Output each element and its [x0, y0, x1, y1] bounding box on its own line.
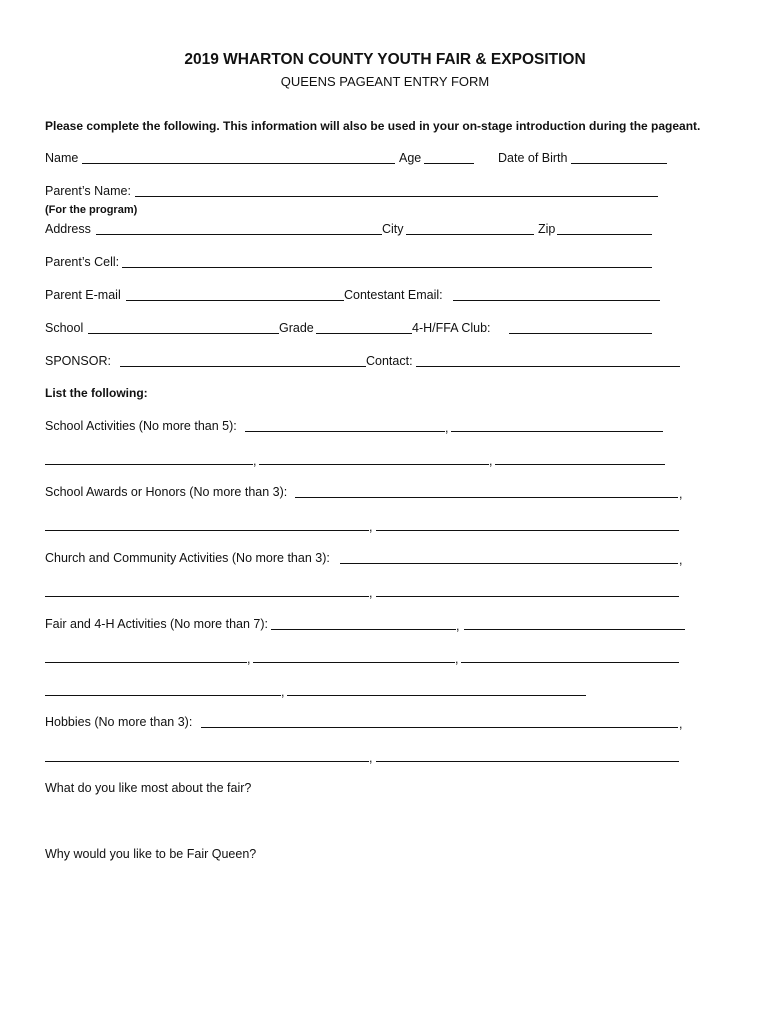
sponsor-label: SPONSOR:	[45, 354, 111, 368]
fair-7-input[interactable]	[287, 695, 586, 696]
club-input[interactable]	[509, 333, 652, 334]
comma: ,	[679, 487, 683, 501]
parents-cell-input[interactable]	[122, 267, 652, 268]
church-1-input[interactable]	[340, 563, 678, 564]
fair-1-input[interactable]	[271, 629, 456, 630]
school-label: School	[45, 321, 84, 335]
instructions: Please complete the following. This information will also be used in your on-stage introduction during the pageant.	[45, 119, 701, 133]
school-input[interactable]	[88, 333, 279, 334]
for-program-note: (For the program)	[45, 204, 138, 216]
parent-email-input[interactable]	[126, 300, 344, 301]
sponsor-input[interactable]	[120, 366, 366, 367]
school-award-1-input[interactable]	[295, 497, 678, 498]
comma: ,	[456, 619, 460, 633]
comma: ,	[679, 717, 683, 731]
comma: ,	[445, 421, 449, 435]
school-activity-3-input[interactable]	[45, 464, 253, 465]
contact-label: Contact:	[366, 354, 413, 368]
question-like-most: What do you like most about the fair?	[45, 781, 252, 795]
comma: ,	[455, 652, 459, 666]
comma: ,	[281, 685, 285, 699]
church-label: Church and Community Activities (No more than 3):	[45, 551, 330, 565]
club-label: 4-H/FFA Club:	[412, 321, 491, 335]
contact-input[interactable]	[416, 366, 680, 367]
fair-2-input[interactable]	[464, 629, 685, 630]
comma: ,	[247, 652, 251, 666]
comma: ,	[489, 454, 493, 468]
name-input[interactable]	[82, 163, 395, 164]
hobby-2-input[interactable]	[45, 761, 369, 762]
contestant-email-input[interactable]	[453, 300, 660, 301]
school-activity-4-input[interactable]	[259, 464, 489, 465]
address-input[interactable]	[96, 234, 382, 235]
address-label: Address	[45, 222, 91, 236]
parent-email-label: Parent E-mail	[45, 288, 121, 302]
zip-input[interactable]	[557, 234, 652, 235]
fair-6-input[interactable]	[45, 695, 281, 696]
comma: ,	[253, 454, 257, 468]
dob-input[interactable]	[571, 163, 667, 164]
school-award-2-input[interactable]	[45, 530, 369, 531]
fair-5-input[interactable]	[461, 662, 679, 663]
fair-label: Fair and 4-H Activities (No more than 7):	[45, 617, 268, 631]
age-input[interactable]	[424, 163, 474, 164]
form-subtitle: QUEENS PAGEANT ENTRY FORM	[280, 74, 490, 89]
grade-input[interactable]	[316, 333, 412, 334]
dob-label: Date of Birth	[498, 151, 568, 165]
age-label: Age	[399, 151, 422, 165]
zip-label: Zip	[538, 222, 556, 236]
comma: ,	[369, 586, 373, 600]
name-label: Name	[45, 151, 79, 165]
parents-name-label: Parent’s Name:	[45, 184, 131, 198]
grade-label: Grade	[279, 321, 314, 335]
school-activity-1-input[interactable]	[245, 431, 445, 432]
parents-name-input[interactable]	[135, 196, 658, 197]
school-activity-5-input[interactable]	[495, 464, 665, 465]
parents-cell-label: Parent’s Cell:	[45, 255, 120, 269]
city-label: City	[382, 222, 404, 236]
comma: ,	[679, 553, 683, 567]
contestant-email-label: Contestant Email:	[344, 288, 443, 302]
form-title: 2019 WHARTON COUNTY YOUTH FAIR & EXPOSITION	[184, 51, 586, 68]
fair-4-input[interactable]	[253, 662, 455, 663]
city-input[interactable]	[406, 234, 534, 235]
school-activities-label: School Activities (No more than 5):	[45, 419, 237, 433]
fair-3-input[interactable]	[45, 662, 247, 663]
question-why-queen: Why would you like to be Fair Queen?	[45, 847, 257, 861]
hobby-1-input[interactable]	[201, 727, 678, 728]
church-3-input[interactable]	[376, 596, 679, 597]
school-awards-label: School Awards or Honors (No more than 3):	[45, 485, 288, 499]
comma: ,	[369, 751, 373, 765]
school-activity-2-input[interactable]	[451, 431, 663, 432]
hobbies-label: Hobbies (No more than 3):	[45, 715, 193, 729]
comma: ,	[369, 520, 373, 534]
list-heading: List the following:	[45, 386, 148, 400]
hobby-3-input[interactable]	[376, 761, 679, 762]
church-2-input[interactable]	[45, 596, 369, 597]
school-award-3-input[interactable]	[376, 530, 679, 531]
